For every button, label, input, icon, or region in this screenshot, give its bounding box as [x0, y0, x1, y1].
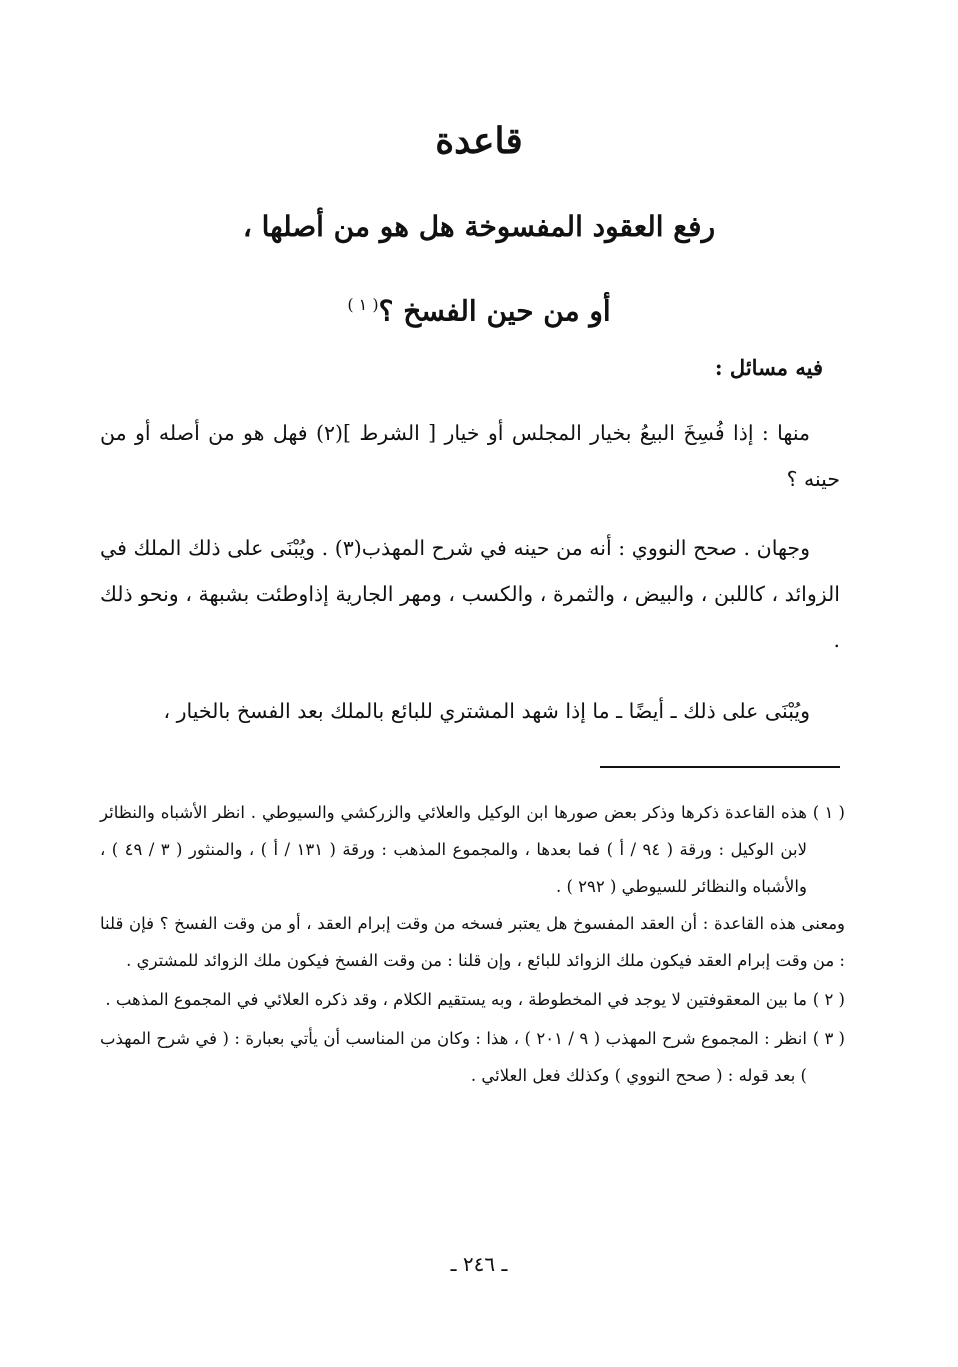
- footnote-2: [100, 981, 845, 1018]
- footnotes-section: [100, 794, 845, 1096]
- footnote-3: [100, 1020, 845, 1094]
- footnote-separator: [600, 766, 840, 768]
- subtitle-line-2-text: أو من حين الفسخ ؟: [378, 294, 611, 328]
- page-title: قاعدة: [435, 120, 523, 162]
- footnote-3-number: ( ٣ ): [812, 1029, 845, 1048]
- footnote-1-continuation: ومعنى هذه القاعدة : أن العقد المفسوخ هل يعتبر فسخه من وقت إبرام العقد ، أو من وقت الفسخ ؟ فإن قلنا : من وقت إبرام العقد فيكون ملك الزوائد للبائع ، وإن قلنا : من وقت الفسخ فيكون ملك الزوائد للمشتري .: [100, 914, 845, 970]
- subtitle-footnote-ref: ( ١ ): [347, 295, 379, 314]
- footnote-1: [100, 794, 845, 979]
- footnote-1-text: هذه القاعدة ذكرها وذكر بعض صورها ابن الوكيل والعلائي والزركشي والسيوطي . انظر الأشباه والنظائر لابن الوكيل : ورقة ( ٩٤ / أ ) فما بعدها ، والمجموع المذهب : ورقة ( ١٣١ / أ ) ، والمنثور ( ٣ / ٤٩ ) ، والأشباه والنظائر للسيوطي ( ٢٩٢ ) .: [100, 803, 807, 896]
- page-number: ـ ٢٤٦ ـ: [450, 1252, 508, 1276]
- body-paragraph-2: وجهان . صحح النووي : أنه من حينه في شرح المهذب(٣) . ويُبْنَى على ذلك الملك في الزوائد ، كاللبن ، والبيض ، والثمرة ، والكسب ، ومهر الجارية إذاوطئت بشبهة ، ونحو ذلك .: [100, 536, 840, 652]
- body-paragraph-1: منها : إذا فُسِخَ البيعُ بخيار المجلس أو خيار [ الشرط ](٢) فهل هو من أصله أو من حينه ؟: [100, 421, 840, 491]
- subtitle-line-1: رفع العقود المفسوخة هل هو من أصلها ،: [242, 210, 716, 243]
- footnote-2-text: ما بين المعقوفتين لا يوجد في المخطوطة ، وبه يستقيم الكلام ، وقد ذكره العلائي في المجموع المذهب .: [105, 990, 807, 1009]
- footnote-2-number: ( ٢ ): [812, 990, 845, 1009]
- subtitle-line-2: [0, 283, 958, 333]
- footnote-1-number: ( ١ ): [812, 803, 845, 822]
- lead-in-text: فيه مسائل :: [714, 355, 823, 380]
- body-paragraph-3: ويُبْنَى على ذلك ـ أيضًا ـ ما إذا شهد المشتري للبائع بالملك بعد الفسخ بالخيار ،: [163, 699, 810, 723]
- footnote-3-text: انظر : المجموع شرح المهذب ( ٩ / ٢٠١ ) ، هذا : وكان من المناسب أن يأتي بعبارة : ( في شرح المهذب ) بعد قوله : ( صحح النووي ) وكذلك فعل العلائي .: [100, 1029, 807, 1085]
